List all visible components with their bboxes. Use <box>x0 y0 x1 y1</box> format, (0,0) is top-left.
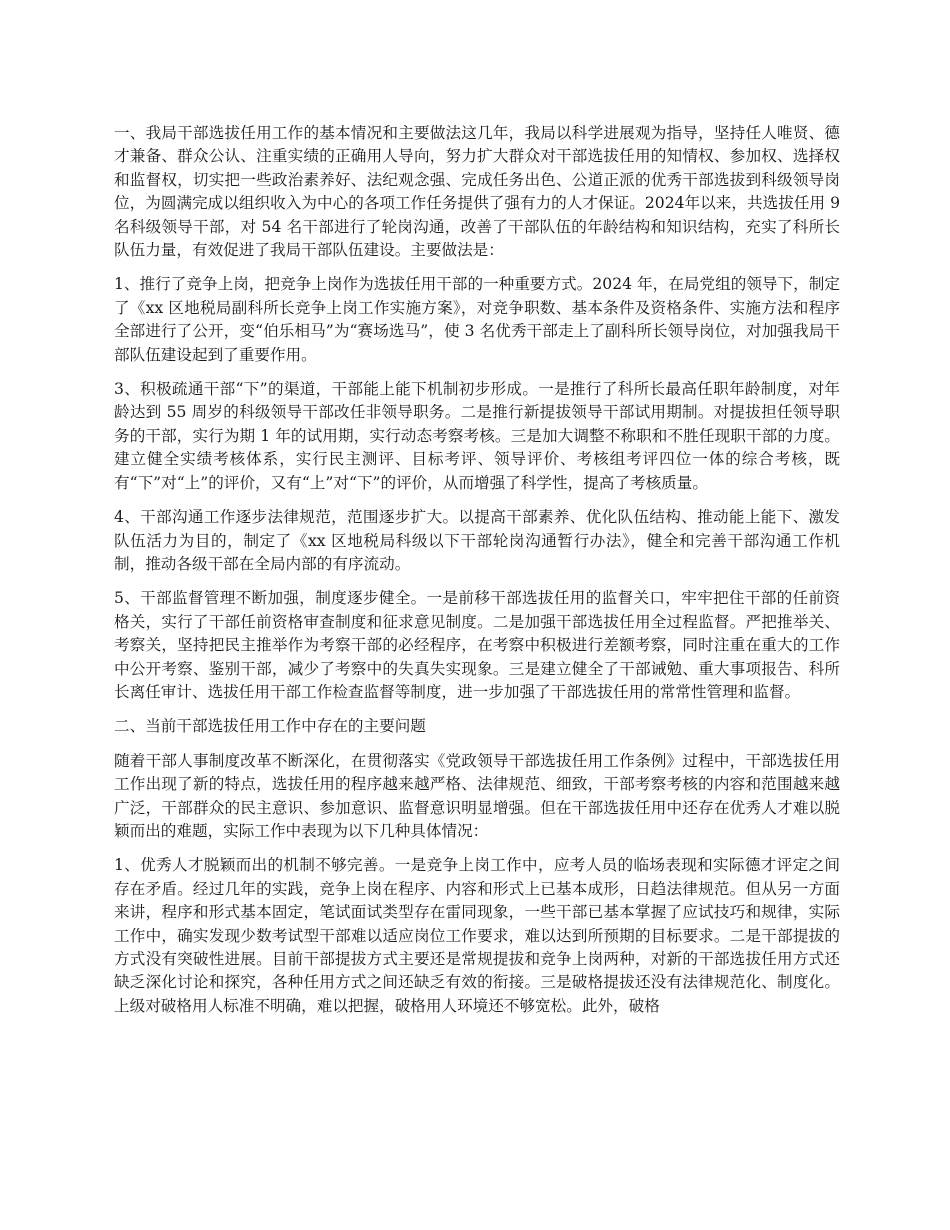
paragraph-cadre-rotation: 4、干部沟通工作逐步法律规范，范围逐步扩大。以提高干部素养、优化队伍结构、推动能上能下、激发队伍活力为目的，制定了《xx 区地税局科级以下干部轮岗沟通暂行办法》，健全和完善干部沟通工作机制，推动各级干部在全局内部的有序流动。 <box>114 508 840 573</box>
paragraph-talent-mechanism: 1、优秀人才脱颖而出的机制不够完善。一是竞争上岗工作中，应考人员的临场表现和实际德才评定之间存在矛盾。经过几年的实践，竞争上岗在程序、内容和形式上已基本成形，日趋法律规范。但从另一方面来讲，程序和形式基本固定，笔试面试类型存在雷同现象，一些干部已基本掌握了应试技巧和规律，实际工作中，确实发现少数考试型干部难以适应岗位工作要求，难以达到所预期的目标要求。二是干部提拔的方式没有突破性进展。目前干部提拔方式主要还是常规提拔和竞争上岗两种，对新的干部选拔任用方式还缺乏深化讨论和探究，各种任用方式之间还缺乏有效的衔接。三是破格提拔还没有法律规范化、制度化。上级对破格用人标准不明确，难以把握，破格用人环境还不够宽松。此外，破格 <box>114 856 840 1015</box>
paragraph-reform-context: 随着干部人事制度改革不断深化，在贯彻落实《党政领导干部选拔任用工作条例》过程中，干部选拔任用工作出现了新的特点，选拔任用的程序越来越严格、法律规范、细致，干部考察考核的内容和范围越来越广泛，干部群众的民主意识、参加意识、监督意识明显增强。但在干部选拔任用中还存在优秀人才难以脱颖而出的难题，实际工作中表现为以下几种具体情况： <box>114 751 840 840</box>
paragraph-basic-situation: 一、我局干部选拔任用工作的基本情况和主要做法这几年，我局以科学进展观为指导，坚持任人唯贤、德才兼备、群众公认、注重实绩的正确用人导向，努力扩大群众对干部选拔任用的知情权、参加权、选择权和监督权，切实把一些政治素养好、法纪观念强、完成任务出色、公道正派的优秀干部选拔到科级领导岗位，为圆满完成以组织收入为中心的各项工作任务提供了强有力的人才保证。2024年以来，共选拔任用 9 名科级领导干部，对 54 名干部进行了轮岗沟通，改善了干部队伍的年龄结构和知识结构，充实了科所长队伍力量，有效促进了我局干部队伍建设。主要做法是： <box>114 124 840 260</box>
section-heading-problems: 二、当前干部选拔任用工作中存在的主要问题 <box>114 717 426 736</box>
paragraph-competitive-posts: 1、推行了竞争上岗，把竞争上岗作为选拔任用干部的一种重要方式。2024 年，在局党组的领导下，制定了《xx 区地税局副科所长竞争上岗工作实施方案》，对竞争职数、基本条件及资格条件、实施方法和程序全部进行了公开，变“伯乐相马”为“赛场选马”，使 3 名优秀干部走上了副科所长领导岗位，对加强我局干部队伍建设起到了重要作用。 <box>114 275 840 364</box>
document-body <box>114 122 840 1029</box>
paragraph-up-down-mechanism: 3、积极疏通干部“下”的渠道，干部能上能下机制初步形成。一是推行了科所长最高任职年龄制度，对年龄达到 55 周岁的科级领导干部改任非领导职务。二是推行新提拔领导干部试用期制。对提拔担任领导职务的干部，实行为期 1 年的试用期，实行动态考察考核。三是加大调整不称职和不胜任现职干部的力度。建立健全实绩考核体系，实行民主测评、目标考评、领导评价、考核组考评四位一体的综合考核，既有“下”对“上”的评价，又有“上”对“下”的评价，从而增强了科学性，提高了考核质量。 <box>114 380 840 492</box>
paragraph-supervision: 5、干部监督管理不断加强，制度逐步健全。一是前移干部选拔任用的监督关口，牢牢把住干部的任前资格关，实行了干部任前资格审查制度和征求意见制度。二是加强干部选拔任用全过程监督。严把推举关、考察关，坚持把民主推举作为考察干部的必经程序，在考察中积极进行差额考察，同时注重在重大的工作中公开考察、鉴别干部，减少了考察中的失真失实现象。三是建立健全了干部诫勉、重大事项报告、科所长离任审计、选拔任用干部工作检查监督等制度，进一步加强了干部选拔任用的常常性管理和监督。 <box>114 589 840 701</box>
